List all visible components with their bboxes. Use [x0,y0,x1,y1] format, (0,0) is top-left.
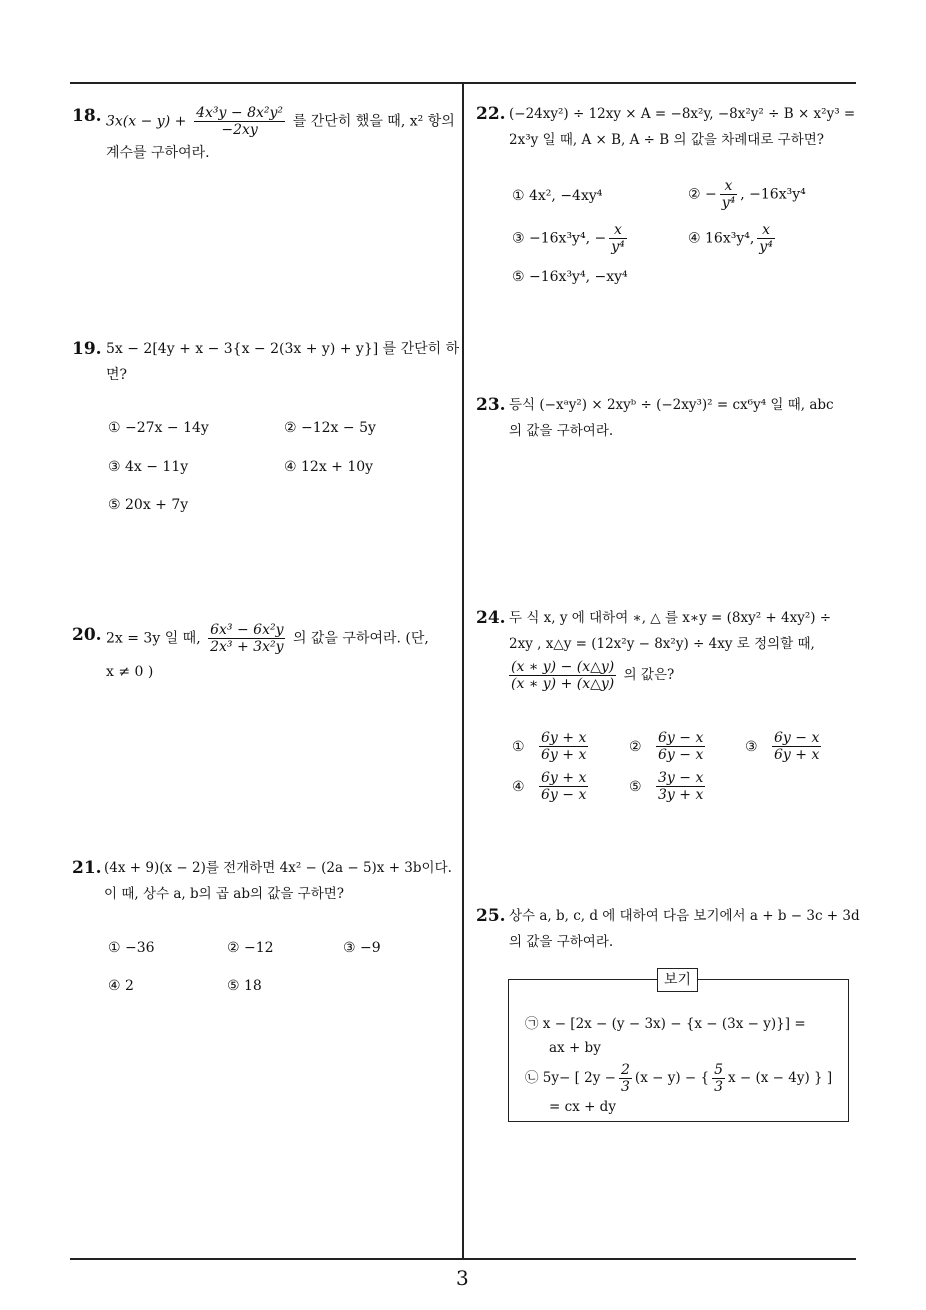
option-3[interactable]: ③ −16x³y⁴, − $\frac{x}{\text{y⁴}}$ [512,222,625,255]
question-text: 5x − 2[4y + x − 3{x − 2(3x + y) + y}] 를 간단히 하 면? [106,341,460,383]
option-3[interactable]: ③ 4x − 11y [108,459,189,475]
question-text: (−24xy²) ÷ 12xy × A = −8x²y, −8x²y² ÷ B × x²y³ = 2x³y 일 때, A × B, A ÷ B 의 값을 차례대로 구하면? [509,106,856,148]
fraction: $\frac{\text{6x³ − 6x²y}}{\text{2x³ + 3x²y}}$ [210,622,284,655]
option-1[interactable]: ① −36 [108,940,155,956]
option-5[interactable]: ⑤ $\frac{3y - x}{3y + x}$ [629,770,704,803]
fraction: $\frac{\text{4x³y − 8x²y²}}{-2xy}$ [196,105,284,138]
fraction: $\frac{(x ∗ y) - (x\triangle y)}{(x ∗ y) + (x\triangle y)}$ [511,659,615,692]
option-1[interactable]: ① −27x − 14y [108,420,209,436]
question-text: 2x = 3y 일 때, $\frac{\text{6x³ − 6x²y}}{\text{2x³ + 3x²y}}$ 의 값을 구하여라. (단, x ≠ 0 ) [106,622,429,680]
option-2[interactable]: ② − $\frac{x}{\text{y⁴}}$ , −16x³y⁴ [688,178,806,211]
option-2[interactable]: ② −12 [227,940,274,956]
option-5[interactable]: ⑤ −16x³y⁴, −xy⁴ [512,269,628,285]
question-text: 등식 (−xᵃy²) × 2xyᵇ ÷ (−2xy³)² = cx⁶y⁴ 일 때, abc 의 값을 구하여라. [509,397,834,439]
option-5[interactable]: ⑤ 20x + 7y [108,497,189,513]
question-number: 20. [72,625,102,645]
column-divider [462,82,464,1260]
page-number: 3 [456,1266,469,1290]
question-text: 두 식 x, y 에 대하여 ∗, △ 를 x∗y = (8xy² + 4xy²) ÷ 2xy , x△y = (12x²y − 8x²y) ÷ 4xy 로 정의할 때, $\frac{(x ∗ y) - (x\triangle y)}{(x ∗ y) + (x\triangle y)}$ 의 값은? [509,610,832,692]
question-text: 3x(x − y) + $\frac{\text{4x³y − 8x²y²}}{-2xy}$ 를 간단히 했을 때, x² 항의 계수를 구하여라. [106,105,455,161]
option-3[interactable]: ③ $\frac{6y - x}{6y + x}$ [745,730,820,763]
example-box [508,972,849,1122]
question-text: 상수 a, b, c, d 에 대하여 다음 보기에서 a + b − 3c + 3d 의 값을 구하여라. [509,908,860,950]
option-4[interactable]: ④ 2 [108,978,134,994]
option-2[interactable]: ② −12x − 5y [284,420,376,436]
box-item-2: ㉡ 5y− [ 2y − $\frac{2}{3}$ (x − y) − { $\frac{5}{3}$ x − (x − 4y) } ] = cx + dy [525,1062,833,1115]
box-item-1: ㉠ x − [2x − (y − 3x) − {x − (3x − y)}] = ax + by [525,1016,806,1056]
question-number: 22. [476,104,506,124]
question-number: 18. [72,106,102,126]
question-number: 21. [72,858,102,878]
bottom-rule [70,1258,856,1260]
option-1[interactable]: ① 4x², −4xy⁴ [512,188,603,204]
option-4[interactable]: ④ $\frac{6y + x}{6y - x}$ [512,770,587,803]
option-5[interactable]: ⑤ 18 [227,978,262,994]
option-4[interactable]: ④ 16x³y⁴, $\frac{x}{\text{y⁴}}$ [688,222,773,255]
option-4[interactable]: ④ 12x + 10y [284,459,374,475]
option-1[interactable]: ① $\frac{6y + x}{6y + x}$ [512,730,587,763]
option-2[interactable]: ② $\frac{6y - x}{6y - x}$ [629,730,704,763]
question-number: 19. [72,339,102,359]
question-number: 25. [476,906,506,926]
question-number: 23. [476,395,506,415]
option-3[interactable]: ③ −9 [343,940,381,956]
question-number: 24. [476,608,506,628]
question-text: (4x + 9)(x − 2)를 전개하면 4x² − (2a − 5)x + 3b이다. 이 때, 상수 a, b의 곱 ab의 값을 구하면? [104,860,452,902]
box-title: 보기 [657,968,698,992]
